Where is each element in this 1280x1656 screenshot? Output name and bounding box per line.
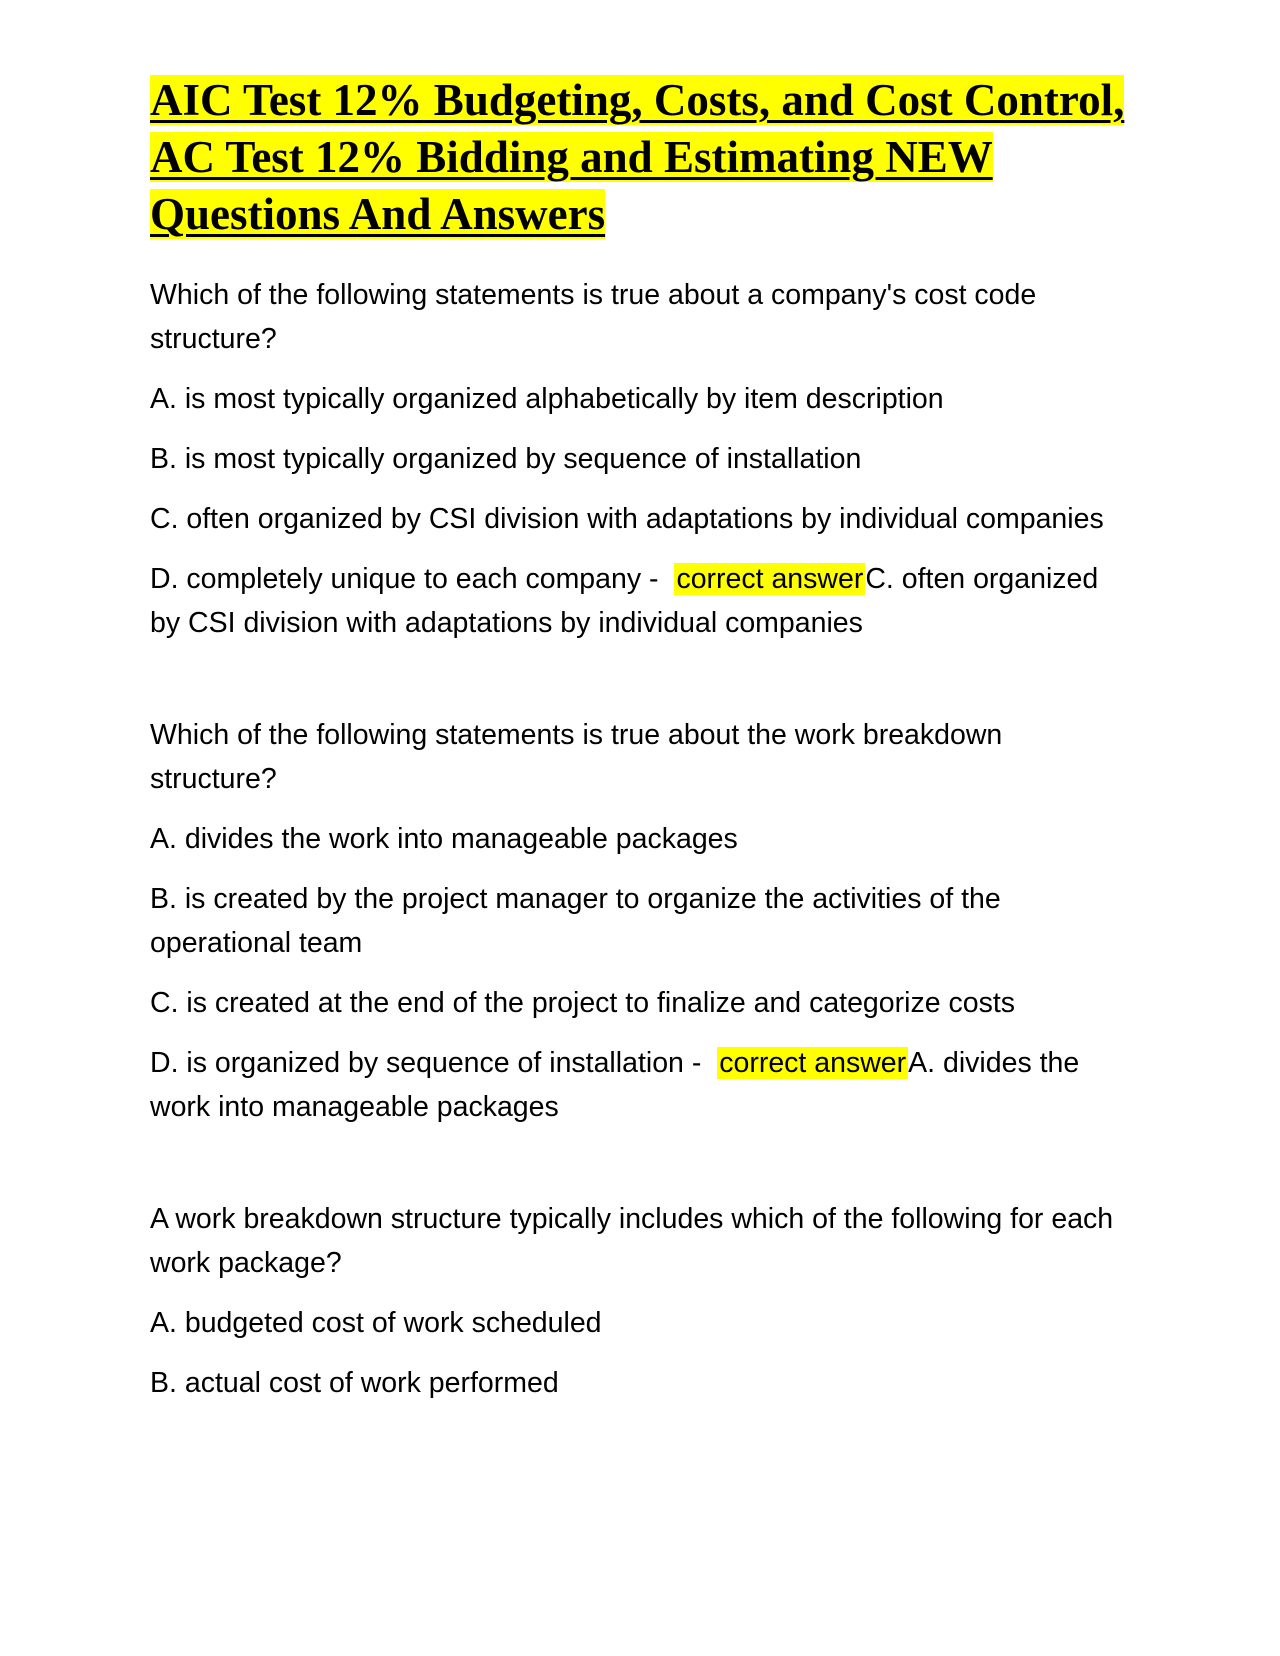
document-title	[150, 72, 1130, 243]
correct-answer-text: A. divides the work into manageable packages	[150, 1047, 1080, 1123]
answer-option: C. is created at the end of the project to finalize and categorize costs	[150, 987, 1015, 1019]
answer-option: B. actual cost of work performed	[150, 1367, 559, 1399]
answer-option-with-solution	[150, 557, 1130, 645]
document-title-text: AIC Test 12% Budgeting, Costs, and Cost Control, AC Test 12% Bidding and Estimating NEW Questions And Answers	[150, 75, 1125, 239]
correct-answer-marker: correct answer	[676, 563, 864, 595]
answer-option-with-solution	[150, 1041, 1130, 1129]
question-block	[150, 1197, 1130, 1405]
answer-option: C. often organized by CSI division with adaptations by individual companies	[150, 503, 1104, 535]
answer-option: A. budgeted cost of work scheduled	[150, 1307, 602, 1339]
answer-option: A. is most typically organized alphabetically by item description	[150, 383, 944, 415]
answer-option: B. is most typically organized by sequence of installation	[150, 443, 862, 475]
correct-answer-text: C. often organized by CSI division with adaptations by individual companies	[150, 563, 1099, 639]
question-text: Which of the following statements is true about the work breakdown structure?	[150, 719, 1003, 795]
question-text: A work breakdown structure typically includes which of the following for each work package?	[150, 1203, 1114, 1279]
answer-option-text: D. is organized by sequence of installation -	[150, 1047, 710, 1079]
correct-answer-marker: correct answer	[719, 1047, 907, 1079]
document-page	[150, 72, 1130, 1421]
answer-option: B. is created by the project manager to organize the activities of the operational team	[150, 883, 1001, 959]
question-block	[150, 713, 1130, 1129]
answer-option-text: D. completely unique to each company -	[150, 563, 667, 595]
answer-option: A. divides the work into manageable packages	[150, 823, 738, 855]
question-block	[150, 273, 1130, 645]
question-text: Which of the following statements is true about a company's cost code structure?	[150, 279, 1037, 355]
